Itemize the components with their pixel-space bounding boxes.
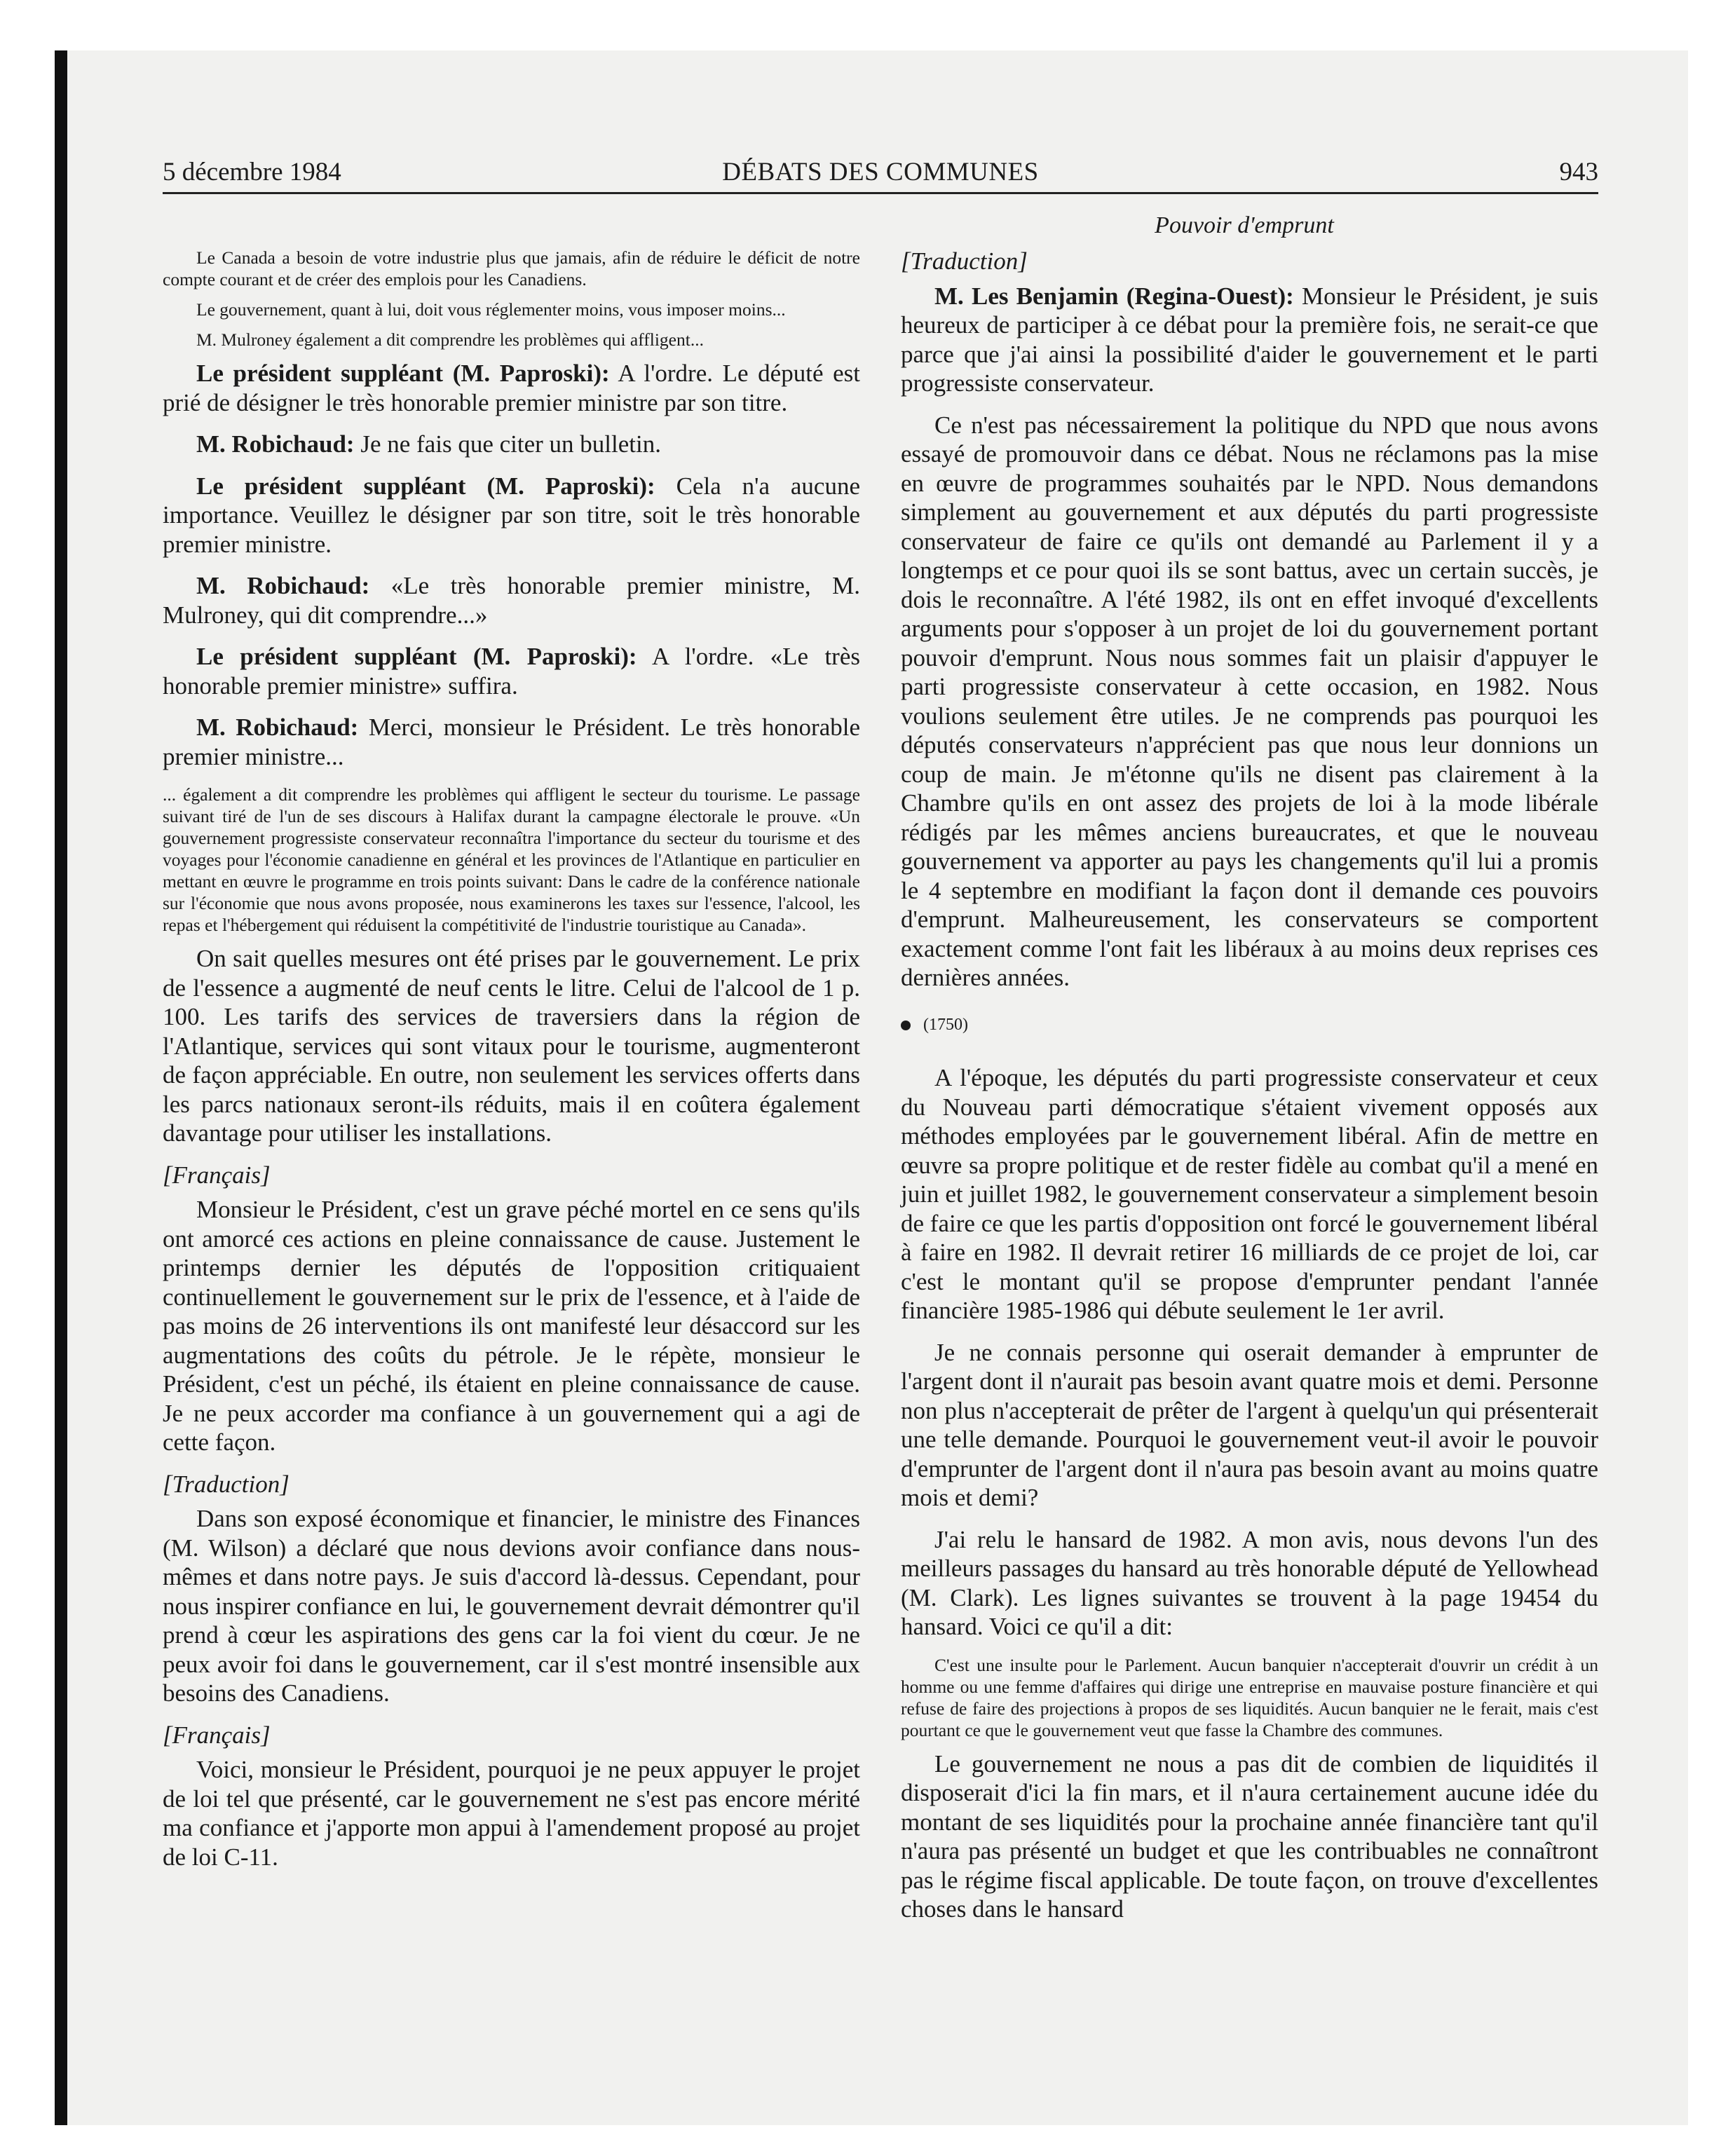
body-paragraph: Le gouvernement ne nous a pas dit de combien de liquidités il disposerait d'ici la fin mars, et il n'aura certainement aucune idée du montant de ses liquidités pour la prochaine année financière tant qu'il n'aura pas présenté un budget et que les contribuables ne connaîtront pas le régime fiscal applicable. De toute façon, on trouve d'excellentes choses dans le hansard [901,1749,1598,1923]
speech-text: «Le très honorable premier ministre, M. Mulroney, qui dit comprendre...» [163,572,860,629]
speech-text: Cela n'a aucune importance. Veuillez le désigner par son titre, soit le très honorable premier ministre. [163,472,860,558]
right-column [901,247,1598,1937]
language-tag: [Français] [163,1161,271,1189]
quoted-passage: M. Mulroney également a dit comprendre les problèmes qui affligent... [196,329,704,350]
speech-paragraph [163,359,860,417]
left-column [163,247,860,1884]
language-tag: [Traduction] [163,1470,290,1498]
binding-edge [55,50,67,2125]
body-paragraph: On sait quelles mesures ont été prises par le gouvernement. Le prix de l'essence a augmenté de neuf cents le litre. Celui de l'alcool de 1 p. 100. Les tarifs des services de traversiers dans la région de l'Atlantique, services qui sont vitaux pour le tourisme, augmenteront de façon appréciable. En outre, non seulement les services offerts dans les parcs nationaux seront-ils réduits, mais il en coûtera également davantage pour utiliser les installations. [163,945,860,1147]
speech-paragraph [163,472,860,559]
body-paragraph: Je ne connais personne qui oserait demander à emprunter de l'argent dont il n'aurait pas besoin avant quatre mois et demi. Personne non plus n'accepterait de prêter de l'argent à quelqu'un qui présenterait une telle demande. Pourquoi le gouvernement veut-il avoir le pouvoir d'emprunter de l'argent dont il n'aura pas besoin avant au moins quatre mois et demi? [901,1338,1598,1511]
speaker-name: Le président suppléant (M. Paproski): [196,643,637,670]
speech-text: Je ne fais que citer un bulletin. [360,430,661,458]
speech-paragraph [163,713,860,771]
time-marker-text: (1750) [923,1015,968,1034]
quoted-passage: C'est une insulte pour le Parlement. Aucun banquier n'accepterait d'ouvrir un crédit à un homme ou une femme d'affaires qui dirige une entreprise en mauvaise posture financière et qui refuse de faire des projections à propos de ses liquidités. Aucun banquier ne le ferait, mais c'est pourtant ce que le gouvernement veut que fasse la Chambre des communes. [901,1654,1598,1740]
speech-paragraph [163,571,860,629]
speaker-name: M. Robichaud: [196,430,355,458]
speaker-name: M. Robichaud: [196,572,370,599]
speech-text: A l'ordre. «Le très honorable premier ministre» suffira. [163,643,860,700]
speech-paragraph [163,430,860,459]
body-paragraph: Ce n'est pas nécessairement la politique du NPD que nous avons essayé de promouvoir dans ce débat. Nous ne réclamons pas la mise en œuvre de programmes souhaités par le NPD. Nous demandons simplement au gouvernement et aux députés du parti progressiste conservateur de faire ce qu'ils ont demandé au Parlement il y a longtemps et ce pour quoi ils se sont battus, avec un certain succès, je dois le reconnaître. A l'été 1982, ils ont en effet invoqué d'excellents arguments pour s'opposer à un projet de loi du gouvernement portant pouvoir d'emprunt. Nous nous sommes fait un plaisir d'appuyer le parti progressiste conservateur à cette occasion, en 1982. Nous voulions seulement être utiles. Je ne comprends pas pourquoi les députés conservateurs n'apprécient pas que nous leur donnions un coup de main. Je m'étonne qu'ils ne disent pas clairement à la Chambre qu'ils en ont assez des projets de loi à la mode libérale rédigés par les mêmes anciens bureaucrates, et que le nouveau gouvernement va apporter au pays les changements qu'il lui a promis le 4 septembre en modifiant la façon dont il demande ces pouvoirs d'emprunt. Malheureusement, les conservateurs se comportent exactement comme l'ont fait les libéraux à au moins deux reprises ces dernières années. [901,411,1598,991]
header-page-number: 943 [1559,158,1598,186]
quoted-passage: Le gouvernement, quant à lui, doit vous réglementer moins, vous imposer moins... [196,299,786,320]
body-paragraph: J'ai relu le hansard de 1982. A mon avis, nous devons l'un des meilleurs passages du hansard au très honorable député de Yellowhead (M. Clark). Les lignes suivantes se trouvent à la page 19454 du hansard. Voici ce qu'il a dit: [901,1525,1598,1640]
header-title: DÉBATS DES COMMUNES [722,158,1039,186]
body-paragraph: Monsieur le Président, c'est un grave péché mortel en ce sens qu'ils ont amorcé ces actions en pleine connaissance de cause. Justement le printemps dernier les députés de l'opposition critiquaient continuellement le gouvernement sur le prix de l'essence, et à l'aide de pas moins de 26 interventions ils ont manifesté leur désaccord sur les augmentations des coûts du pétrole. Je le répète, monsieur le Président, c'est un péché, ils étaient en pleine connaissance de cause. Je ne peux accorder ma confiance à un gouvernement qui a agi de cette façon. [163,1196,860,1456]
page-header [163,156,1598,194]
speech-paragraph [163,642,860,700]
language-tag: [Français] [163,1721,271,1749]
speech-text: Monsieur le Président, je suis heureux de participer à ce débat pour la première fois, ne serait-ce que parce que j'ai ainsi la possibilité d'aider le gouvernement et le parti progressiste conservateur. [901,282,1598,397]
speaker-name: Le président suppléant (M. Paproski): [196,360,610,387]
bullet-dot-icon [901,1021,911,1030]
speech-text: A l'ordre. Le député est prié de désigner le très honorable premier ministre par son titre. [163,360,860,416]
quoted-passage: ... également a dit comprendre les problèmes qui affligent le secteur du tourisme. Le passage suivant tiré de l'un de ses discours à Halifax durant la campagne électorale le prouve. «Un gouvernement progressiste conservateur reconnaîtra l'importance du secteur du tourisme et des voyages pour l'économie canadienne en général et les provinces de l'Atlantique en particulier en mettant en œuvre le programme en trois points suivant: Dans le cadre de la conférence nationale sur l'économie que nous avons proposée, nous examinerons les taxes sur l'essence, l'alcool, les repas et l'hébergement qui réduisent la compétitivité de l'industrie touristique au Canada». [163,784,860,935]
header-date: 5 décembre 1984 [163,158,341,186]
running-topic: Pouvoir d'emprunt [1155,212,1334,238]
quoted-passage: Le Canada a besoin de votre industrie plus que jamais, afin de réduire le déficit de notre compte courant et de créer des emplois pour les Canadiens. [163,247,860,289]
language-tag: [Traduction] [901,247,1028,275]
speaker-name: Le président suppléant (M. Paproski): [196,472,655,500]
speech-text: Merci, monsieur le Président. Le très honorable premier ministre... [163,714,861,770]
speaker-name: M. Robichaud: [196,714,359,741]
speaker-name: M. Les Benjamin (Regina-Ouest): [934,282,1294,310]
body-paragraph: Dans son exposé économique et financier, le ministre des Finances (M. Wilson) a déclaré que nous devions avoir confiance dans nous-mêmes et dans notre pays. Je suis d'accord là-dessus. Cependant, pour nous inspirer confiance en lui, le gouvernement devrait démontrer qu'il prend à cœur les aspirations des gens car la foi vient du cœur. Je ne peux avoir foi dans le gouvernement, car il s'est montré insensible aux besoins des Canadiens. [163,1505,860,1707]
speech-paragraph [901,282,1598,398]
time-marker [901,1011,1598,1040]
body-paragraph: Voici, monsieur le Président, pourquoi je ne peux appuyer le projet de loi tel que présenté, car le gouvernement ne s'est pas encore mérité ma confiance et j'apporte mon appui à l'amendement proposé au projet de loi C-11. [163,1756,860,1871]
body-paragraph: A l'époque, les députés du parti progressiste conservateur et ceux du Nouveau parti démocratique s'étaient vivement opposés aux méthodes employées par le gouvernement libéral. Afin de mettre en œuvre sa propre politique et de rester fidèle au combat qu'il a mené en juin et juillet 1982, le gouvernement conservateur a simplement besoin de faire ce que les partis d'opposition ont forcé le gouvernement libéral à faire en 1982. Il devrait retirer 16 milliards de ce projet de loi, car c'est le montant qu'il se propose d'emprunter pendant l'année financière 1985-1986 qui débute seulement le 1er avril. [901,1064,1598,1324]
